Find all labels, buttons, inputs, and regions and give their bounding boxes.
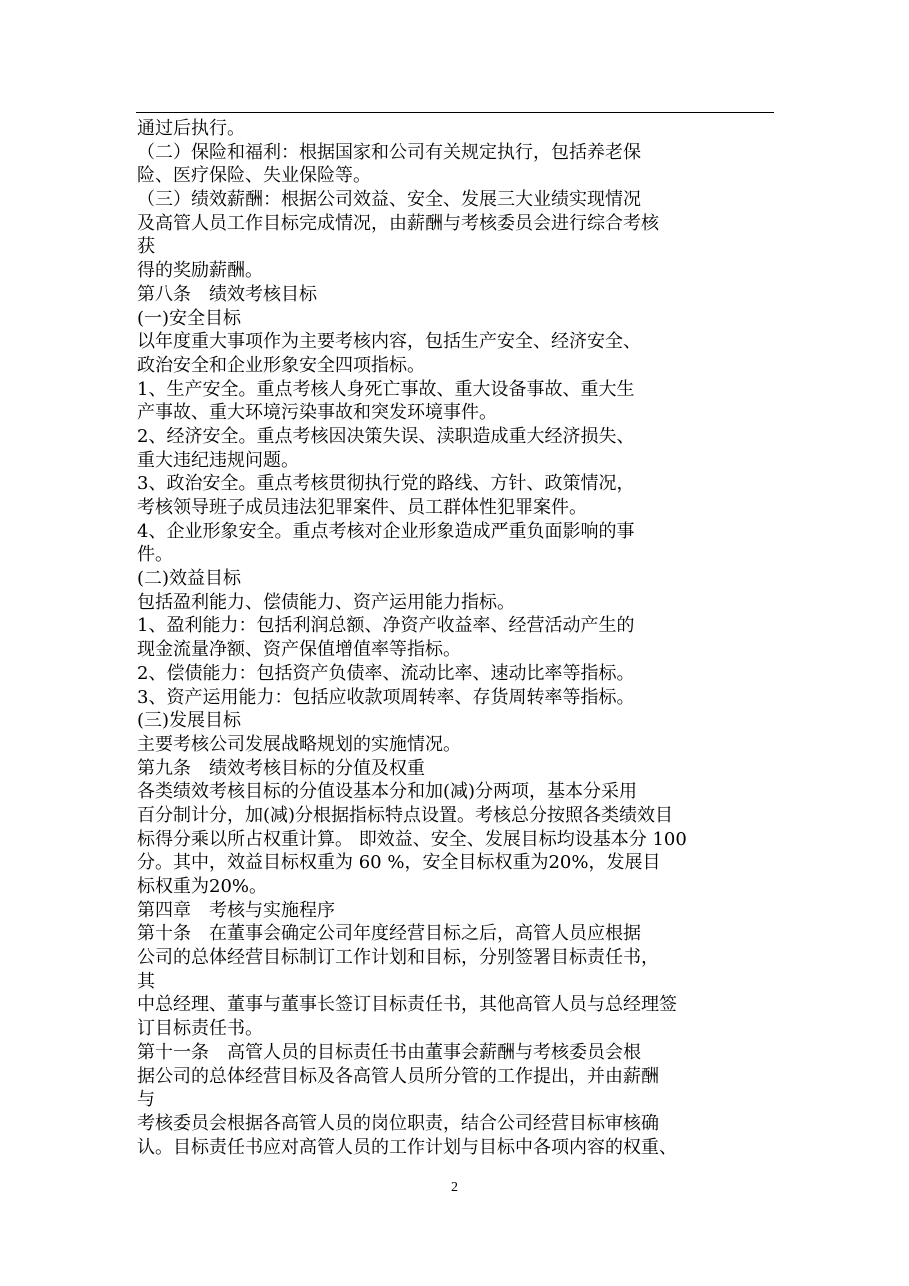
text-line: 2、偿债能力：包括资产负债率、流动比率、速动比率等指标。 [137,662,635,684]
text-line: 各类绩效考核目标的分值设基本分和加(减)分两项，基本分采用 [137,781,638,803]
text-line: 第八条 绩效考核目标 [137,283,317,305]
text-line: 3、资产运用能力：包括应收款项周转率、存货周转率等指标。 [137,686,635,708]
text-line: 百分制计分，加(减)分根据指标特点设置。考核总分按照各类绩效目 [137,804,674,826]
text-line: 获 [137,236,155,258]
text-line: 重大违纪违规问题。 [137,449,299,471]
text-line: 现金流量净额、资产保值增值率等指标。 [137,639,461,661]
text-line: 产事故、重大环境污染事故和突发环境事件。 [137,402,497,424]
text-line: 据公司的总体经营目标及各高管人员所分管的工作提出，并由薪酬 [137,1065,659,1087]
text-line: 公司的总体经营目标制订工作计划和目标，分别签署目标责任书， [137,947,659,969]
text-line: (一)安全目标 [137,307,242,329]
text-line: 包括盈利能力、偿债能力、资产运用能力指标。 [137,591,515,613]
text-line: （三）绩效薪酬：根据公司效益、安全、发展三大业绩实现情况 [137,189,641,211]
text-line: 以年度重大事项作为主要考核内容，包括生产安全、经济安全、 [137,331,641,353]
text-line: 第十条 在董事会确定公司年度经营目标之后，高管人员应根据 [137,923,641,945]
text-line: 分。其中，效益目标权重为 60 %，安全目标权重为20%，发展目 [137,852,661,874]
text-line: 通过后执行。 [137,118,245,139]
text-line: 1、盈利能力：包括利润总额、净资产收益率、经营活动产生的 [137,615,635,637]
text-line: 1、生产安全。重点考核人身死亡事故、重大设备事故、重大生 [137,378,635,400]
text-line: 订目标责任书。 [137,1018,263,1040]
text-line: （二）保险和福利：根据国家和公司有关规定执行，包括养老保 [137,141,641,163]
text-line: 与 [137,1089,155,1111]
text-line: 3、政治安全。重点考核贯彻执行党的路线、方针、政策情况， [137,473,635,495]
text-line: 政治安全和企业形象安全四项指标。 [137,354,425,376]
page-number: 2 [451,1180,458,1195]
text-line: 其 [137,970,155,992]
text-line: 第四章 考核与实施程序 [137,899,335,921]
text-line: 考核领导班子成员违法犯罪案件、员工群体性犯罪案件。 [137,497,587,518]
text-line: 标权重为20%。 [137,876,268,897]
text-line: (二)效益目标 [137,568,242,590]
text-line: 考核委员会根据各高管人员的岗位职责，结合公司经营目标审核确 [137,1112,659,1134]
text-line: 险、医疗保险、失业保险等。 [137,165,371,187]
text-line: 4、企业形象安全。重点考核对企业形象造成严重负面影响的事 [137,520,635,542]
text-line: 第十一条 高管人员的目标责任书由董事会薪酬与考核委员会根 [137,1041,641,1063]
text-line: 件。 [137,544,173,566]
text-line: 认。目标责任书应对高管人员的工作计划与目标中各项内容的权重、 [137,1136,677,1158]
header-rule [136,112,774,113]
text-line: 主要考核公司发展战略规划的实施情况。 [137,733,461,755]
body-text [137,117,777,1159]
text-line: 第九条 绩效考核目标的分值及权重 [137,757,425,779]
text-line: 及高管人员工作目标完成情况，由薪酬与考核委员会进行综合考核 [137,212,659,234]
text-line: 中总经理、董事与董事长签订目标责任书，其他高管人员与总经理签 [137,994,677,1016]
text-line: 标得分乘以所占权重计算。 即效益、安全、发展目标均设基本分 100 [137,828,687,850]
text-line: 2、经济安全。重点考核因决策失误、渎职造成重大经济损失、 [137,425,635,447]
text-line: (三)发展目标 [137,710,242,732]
text-line: 得的奖励薪酬。 [137,260,263,282]
